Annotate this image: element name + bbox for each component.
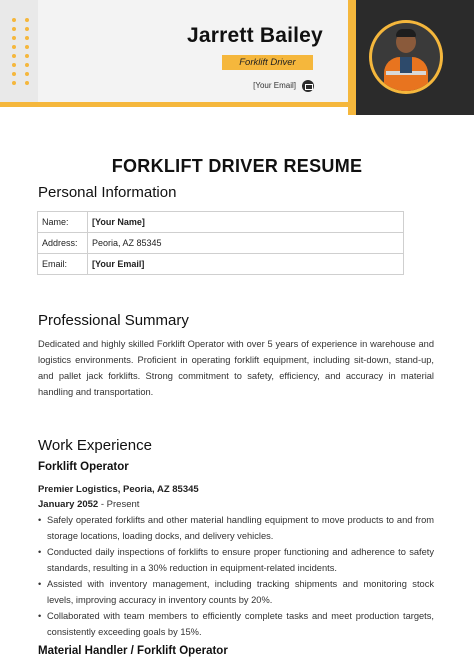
header-accent-stripe <box>0 102 356 107</box>
table-row <box>38 254 404 275</box>
list-item: • Collaborated with team members to efficiently complete tasks and meet production targets, consistently exceeding goals by 15%. <box>38 608 434 640</box>
header-email-row[interactable] <box>238 80 318 92</box>
table-row <box>38 233 404 254</box>
info-value-address: Peoria, AZ 85345 <box>88 233 404 254</box>
list-item: • Conducted daily inspections of forklifts to ensure proper functioning and adherence to safety standards, resulting in a 30% reduction in equipment-related incidents. <box>38 544 434 576</box>
job-company-1: Premier Logistics, Peoria, AZ 85345 <box>38 484 199 495</box>
table-row <box>38 212 404 233</box>
header-email[interactable]: [Your Email] <box>253 81 296 90</box>
summary-text: Dedicated and highly skilled Forklift Operator with over 5 years of experience in warehouse and logistics environments. Proficient in operating forklift equipment, including sit-down, stand-up, and pallet jack forklifts. Strong commitment to safety, efficiency, and accuracy in material handling and transportation. <box>38 339 434 397</box>
job-start-1: January 2052 <box>38 499 99 510</box>
job-title-badge: Forklift Driver <box>222 55 313 70</box>
list-item: • Assisted with inventory management, including tracking shipments and monitoring stock levels, improving accuracy in inventory counts by 20%. <box>38 576 434 608</box>
job-title-1: Forklift Operator <box>38 461 129 473</box>
info-label-name: Name: <box>38 212 88 233</box>
candidate-name: Jarrett Bailey <box>187 24 323 47</box>
resume-header <box>0 0 474 115</box>
mail-icon <box>302 80 314 92</box>
summary-heading: Professional Summary <box>38 312 189 329</box>
personal-info-heading: Personal Information <box>38 184 177 201</box>
list-item: • Safely operated forklifts and other material handling equipment to move products to and from storage locations, loading docks, and delivery vehicles. <box>38 512 434 544</box>
personal-info-table <box>37 211 404 275</box>
info-value-name: [Your Name] <box>88 212 404 233</box>
work-experience-heading: Work Experience <box>38 437 152 454</box>
job-dates-1 <box>38 499 139 510</box>
job-title-2: Material Handler / Forklift Operator <box>38 645 228 657</box>
person-photo-icon <box>372 23 440 91</box>
document-title: FORKLIFT DRIVER RESUME <box>111 156 363 176</box>
job-bullets-1 <box>38 512 434 640</box>
info-value-email: [Your Email] <box>88 254 404 275</box>
header-decor-strip <box>0 0 38 106</box>
header-accent-edge <box>348 0 356 115</box>
info-label-address: Address: <box>38 233 88 254</box>
decorative-dots <box>12 18 32 90</box>
job-end-1: - Present <box>98 499 140 510</box>
info-label-email: Email: <box>38 254 88 275</box>
profile-photo-frame <box>369 20 443 94</box>
